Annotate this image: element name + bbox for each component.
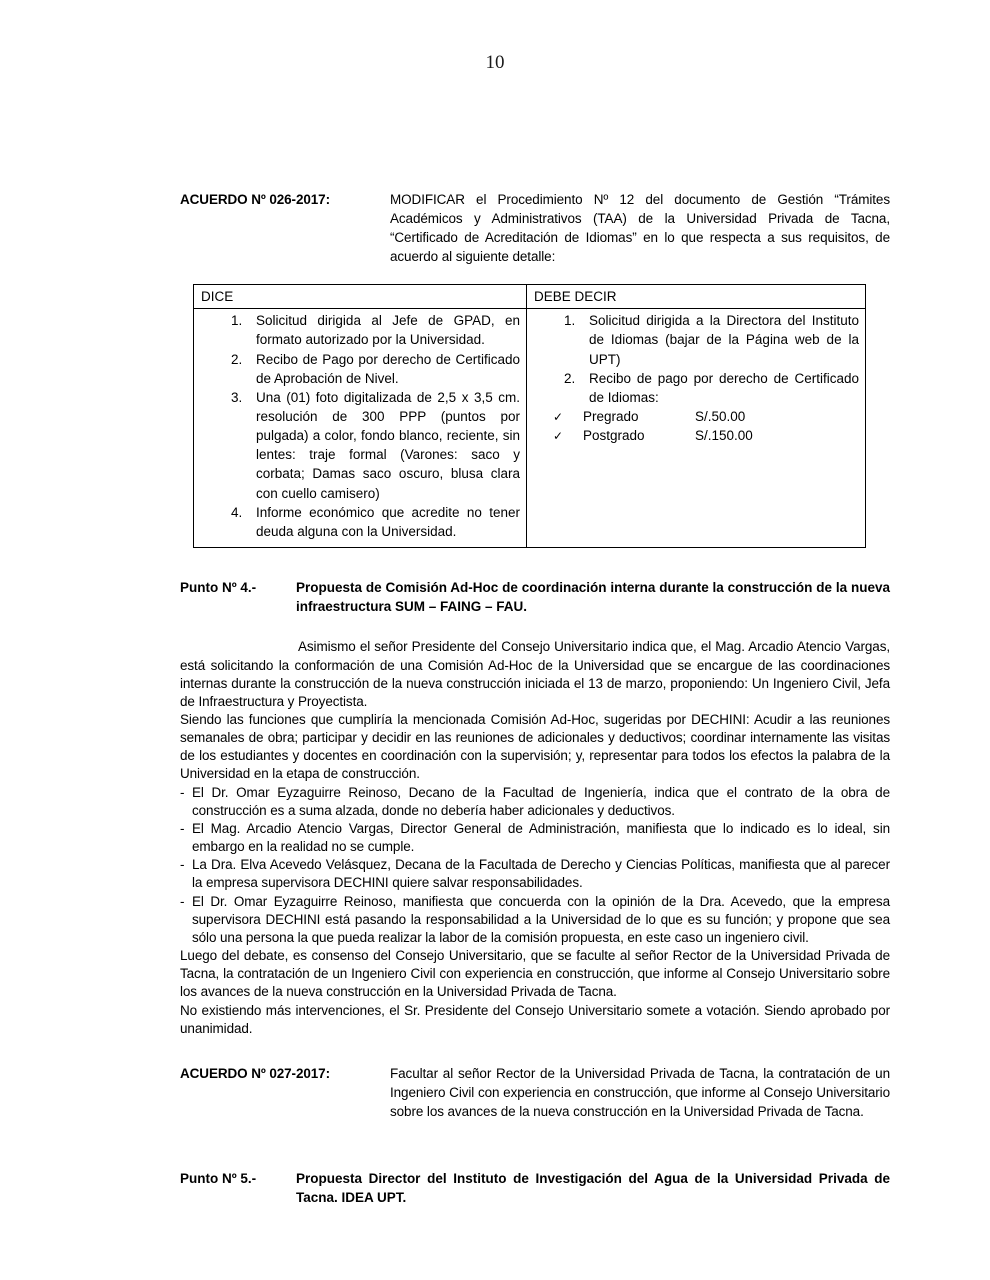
fee-amount: S/.150.00 [695,428,753,444]
punto-5-heading [180,1169,890,1207]
dash-bullet-icon: - [180,784,185,800]
table-header-row [194,284,866,309]
interventions-list [180,784,890,947]
fee-name: Pregrado [583,408,639,424]
list-item: 2. Recibo de pago por derecho de Certificado de Idiomas: [579,369,859,407]
punto-4-paragraph-1: Asimismo el señor Presidente del Consejo Universitario indica que, el Mag. Arcadio Atencio Vargas, está solicitando la conformación de una Comisión Ad-Hoc de la Universidad que se encargue de las coordinaciones internas durante la construcción de la nueva construcción iniciada el 13 de marzo, proponiendo: Un Ingeniero Civil, Jefa de Infraestructura y Proyectista. [180,639,890,709]
fee-amount: S/.50.00 [695,408,746,424]
check-icon: ✓ [553,429,564,444]
list-item: 4. Informe económico que acredite no tener deuda alguna con la Universidad. [246,503,520,541]
comparison-table [193,284,866,548]
list-item: 2. Recibo de Pago por derecho de Certificado de Aprobación de Nivel. [246,350,520,388]
intervention-text: El Mag. Arcadio Atencio Vargas, Director General de Administración, manifiesta que lo indicado es lo ideal, sin embargo en la realidad no se cumple. [192,820,890,855]
agreement-027-label: ACUERDO Nº 027-2017: [180,1065,330,1081]
table-cell-debe-decir [527,309,866,548]
page-number: 10 [485,52,505,73]
intervention-text: El Dr. Omar Eyzaguirre Reinoso, manifiesta que concuerda con la opinión de la Dra. Acevedo, que la empresa supervisora DECHINI está pasando la responsabilidad a la Universidad de lo que es su función; y propone que sea sólo una persona la que pueda realizar la labor de la comisión propuesta, en este caso un ingeniero civil. [192,893,890,945]
list-item [180,856,890,892]
punto-4-paragraph-2: Siendo las funciones que cumpliría la mencionada Comisión Ad-Hoc, sugeridas por DECHINI: Acudir a las reuniones semanales de obra; participar y decidir en las reuniones de adicionales y deductivos; coordinar internamente las visitas de los estudiantes y docentes en coordinación con la supervisión; y, representar para todos los efectos la palabra de la Universidad en la etapa de construcción. [180,712,890,782]
fee-row-pregrado [553,407,859,426]
dash-bullet-icon: - [180,893,185,909]
agreement-026-body: MODIFICAR el Procedimiento Nº 12 del documento de Gestión “Trámites Académicos y Administrativos (TAA) de la Universidad Privada de Tacna, “Certificado de Acreditación de Idiomas” en lo que respecta a sus requisitos, de acuerdo al siguiente detalle: [390,192,890,265]
spacer [180,616,890,638]
agreement-026-block [180,190,890,267]
list-item: 3. Una (01) foto digitalizada de 2,5 x 3,5 cm. resolución de 300 PPP (puntos por pulgada) a color, fondo blanco, reciente, sin lentes: traje formal (Varones: saco y corbata; Damas saco oscuro, blusa clara con cuello camisero) [246,388,520,503]
spacer [180,1121,890,1139]
list-item [180,893,890,947]
table-header-debe-decir: DEBE DECIR [527,284,866,309]
list-item [180,820,890,856]
list-item: 1. Solicitud dirigida al Jefe de GPAD, en formato autorizado por la Universidad. [246,311,520,349]
spacer [180,1038,890,1064]
punto-5-title: Propuesta Director del Instituto de Investigación del Agua de la Universidad Privada de Tacna. IDEA UPT. [296,1171,890,1206]
intervention-text: El Dr. Omar Eyzaguirre Reinoso, Decano de la Facultad de Ingeniería, indica que el contrato de la obra de construcción es a suma alzada, donde no debería haber adicionales y deductivos. [192,784,890,818]
dice-requirements-list [200,311,520,541]
punto-4-heading [180,578,890,616]
table-body-row [194,309,866,548]
dash-bullet-icon: - [180,820,185,836]
dash-bullet-icon: - [180,857,185,873]
punto-5-label: Punto Nº 5.- [180,1171,257,1187]
punto-4-paragraph-3: Luego del debate, es consenso del Consejo Universitario, que se faculte al señor Rector de la Universidad Privada de Tacna, la contratación de un Ingeniero Civil con experiencia en construcción, que informe al Consejo Universitario sobre los avances de la nueva construcción en la Universidad Privada de Tacna. [180,948,890,1000]
punto-4-title: Propuesta de Comisión Ad-Hoc de coordinación interna durante la construcción de la nueva infraestructura SUM – FAING – FAU. [296,580,890,615]
agreement-027-block [180,1064,890,1121]
intervention-text: La Dra. Elva Acevedo Velásquez, Decana de la Facultada de Derecho y Ciencias Políticas, manifiesta que al parecer la empresa supervisora DECHINI quiere salvar responsabilidades. [192,857,890,891]
check-icon: ✓ [553,409,564,424]
list-item [180,784,890,820]
list-item: 1. Solicitud dirigida a la Directora del Instituto de Idiomas (bajar de la Página web de la UPT) [579,311,859,368]
agreement-026-label: ACUERDO Nº 026-2017: [180,192,330,207]
punto-4-label: Punto Nº 4.- [180,580,257,596]
debe-decir-requirements-list [533,311,859,407]
punto-4-paragraph-4: No existiendo más intervenciones, el Sr. Presidente del Consejo Universitario somete a votación. Siendo aprobado por unanimidad. [180,1002,890,1036]
document-content [180,190,890,1208]
fee-row-postgrado [553,426,859,445]
table-header-dice: DICE [194,284,527,309]
fee-name: Postgrado [583,428,645,444]
fees-list [533,407,859,445]
table-cell-dice [194,309,527,548]
agreement-027-body: Facultar al señor Rector de la Universidad Privada de Tacna, la contratación de un Ingeniero Civil con experiencia en construcción, que informe al Consejo Universitario sobre los avances de la nueva construcción en la Universidad Privada de Tacna. [390,1065,890,1120]
